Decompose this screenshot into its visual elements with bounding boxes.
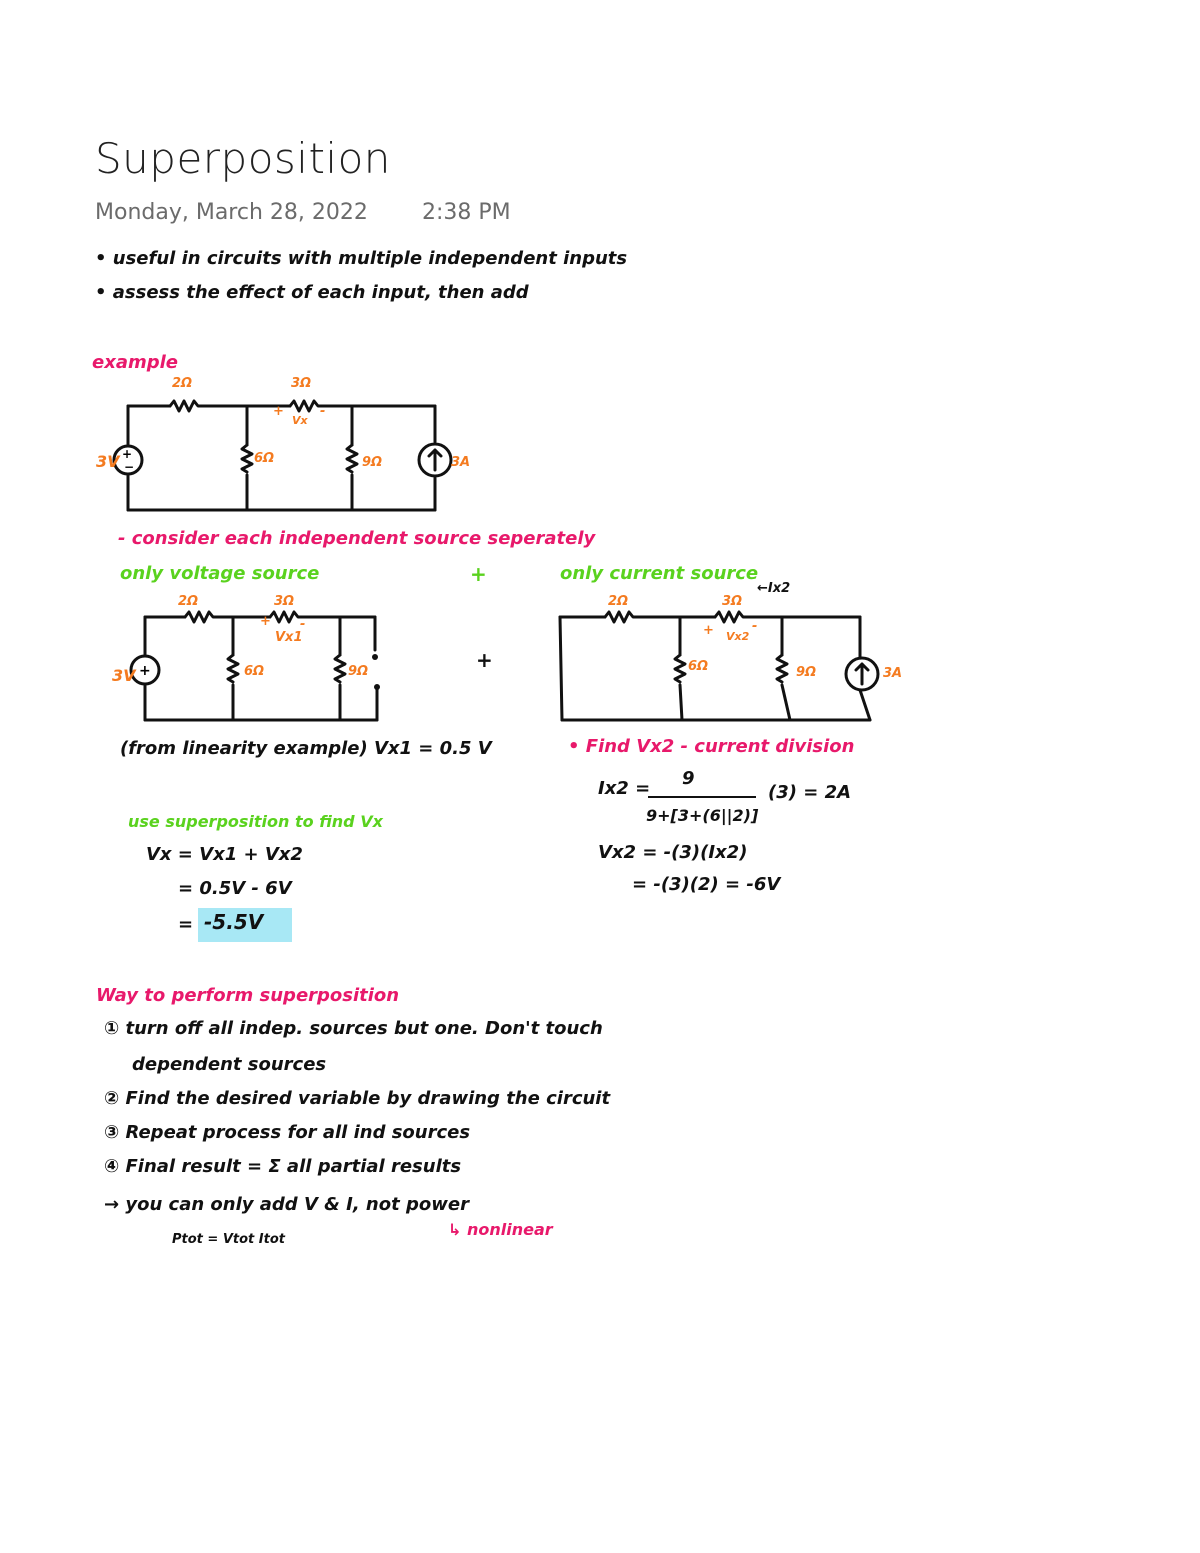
- conly-label-is: 3A: [883, 666, 903, 681]
- resistor-9ohm: [335, 655, 345, 682]
- conly-label-r4: 9Ω: [796, 665, 817, 680]
- example-heading: example: [92, 352, 178, 373]
- plus-sign-green: +: [470, 562, 487, 586]
- current-only-arrow-label: ←Ix2: [757, 581, 791, 596]
- way-heading: Way to perform superposition: [96, 985, 400, 1006]
- vx2-line1: Vx2 = -(3)(Ix2): [598, 842, 748, 863]
- way-step-1-cont: dependent sources: [132, 1054, 327, 1075]
- ix2-fraction-bar: [648, 796, 756, 798]
- vonly-label-r4: 9Ω: [348, 664, 369, 679]
- resistor-3ohm: [715, 612, 745, 622]
- vx2-line2: = -(3)(2) = -6V: [632, 874, 781, 895]
- way-step-1: ① turn off all indep. sources but one. Don't touch: [104, 1018, 603, 1039]
- resistor-2ohm: [170, 401, 200, 411]
- resistor-9ohm: [777, 655, 787, 682]
- example-label-vs: 3V: [96, 452, 120, 471]
- example-label-vx-minus: -: [320, 404, 326, 419]
- resistor-3ohm: [290, 401, 320, 411]
- vonly-label-vs: 3V: [112, 666, 136, 685]
- conly-label-r1: 2Ω: [608, 594, 629, 609]
- use-superposition-heading: use superposition to find Vx: [128, 812, 383, 831]
- ix2-rhs: (3) = 2A: [768, 782, 852, 803]
- vonly-label-r1: 2Ω: [178, 594, 199, 609]
- conly-label-vx-plus: +: [703, 623, 714, 638]
- conly-label-r3: 6Ω: [688, 659, 709, 674]
- example-label-r3: 6Ω: [254, 451, 275, 466]
- svg-text:+: +: [139, 663, 151, 679]
- example-label-r2: 3Ω: [291, 376, 312, 391]
- page-time: 2:38 PM: [422, 200, 511, 225]
- voltage-only-heading: only voltage source: [120, 563, 320, 584]
- page-title: Superposition: [95, 134, 391, 183]
- resistor-2ohm: [185, 612, 215, 622]
- ix2-lhs: Ix2 =: [598, 778, 651, 799]
- example-label-vx-plus: +: [273, 404, 284, 419]
- current-only-heading: only current source: [560, 563, 759, 584]
- resistor-2ohm: [605, 612, 635, 622]
- way-step-3: ③ Repeat process for all ind sources: [104, 1122, 471, 1143]
- resistor-6ohm: [228, 655, 238, 682]
- resistor-9ohm: [347, 445, 357, 472]
- vonly-label-vx-minus: -: [300, 617, 306, 632]
- resistor-3ohm: [270, 612, 300, 622]
- example-circuit: [90, 370, 490, 520]
- current-only-circuit: [550, 595, 910, 735]
- example-label-r1: 2Ω: [172, 376, 193, 391]
- ix2-denominator: 9+[3+(6||2)]: [646, 806, 759, 825]
- conly-label-vx: Vx2: [726, 630, 750, 643]
- conly-label-r2: 3Ω: [722, 594, 743, 609]
- vonly-result: (from linearity example) Vx1 = 0.5 V: [120, 738, 492, 759]
- way-step-2: ② Find the desired variable by drawing the circuit: [104, 1088, 611, 1109]
- consider-note: - consider each independent source seperately: [118, 528, 596, 549]
- final-answer: -5.5V: [198, 908, 292, 942]
- vonly-label-r2: 3Ω: [274, 594, 295, 609]
- vx-sum-line2: = 0.5V - 6V: [178, 878, 292, 899]
- bullet-assess: • assess the effect of each input, then add: [95, 282, 529, 303]
- way-step-4: ④ Final result = Σ all partial results: [104, 1156, 462, 1177]
- svg-text:+: +: [122, 447, 133, 461]
- bullet-useful: • useful in circuits with multiple independent inputs: [95, 248, 628, 269]
- example-label-vx: Vx: [292, 414, 308, 427]
- vx-sum-line3-prefix: =: [178, 914, 194, 935]
- svg-text:−: −: [124, 460, 135, 474]
- example-label-is: 3A: [451, 455, 471, 470]
- ix2-numerator: 9: [682, 768, 695, 789]
- find-vx2-heading: • Find Vx2 - current division: [568, 736, 855, 757]
- resistor-6ohm: [675, 655, 685, 682]
- nonlinear-note: ↳ nonlinear: [448, 1220, 553, 1239]
- vonly-label-vx: Vx1: [275, 630, 303, 645]
- resistor-6ohm: [242, 445, 252, 472]
- power-formula: Ptot = Vtot Itot: [172, 1232, 285, 1247]
- plus-sign-middle: +: [476, 648, 493, 672]
- page-date: Monday, March 28, 2022: [95, 200, 368, 225]
- vonly-label-vx-plus: +: [260, 614, 271, 629]
- vx-sum-line1: Vx = Vx1 + Vx2: [146, 844, 303, 865]
- vonly-label-r3: 6Ω: [244, 664, 265, 679]
- example-label-r4: 9Ω: [362, 455, 383, 470]
- way-note-power: → you can only add V & I, not power: [104, 1194, 469, 1215]
- conly-label-vx-minus: -: [752, 619, 758, 634]
